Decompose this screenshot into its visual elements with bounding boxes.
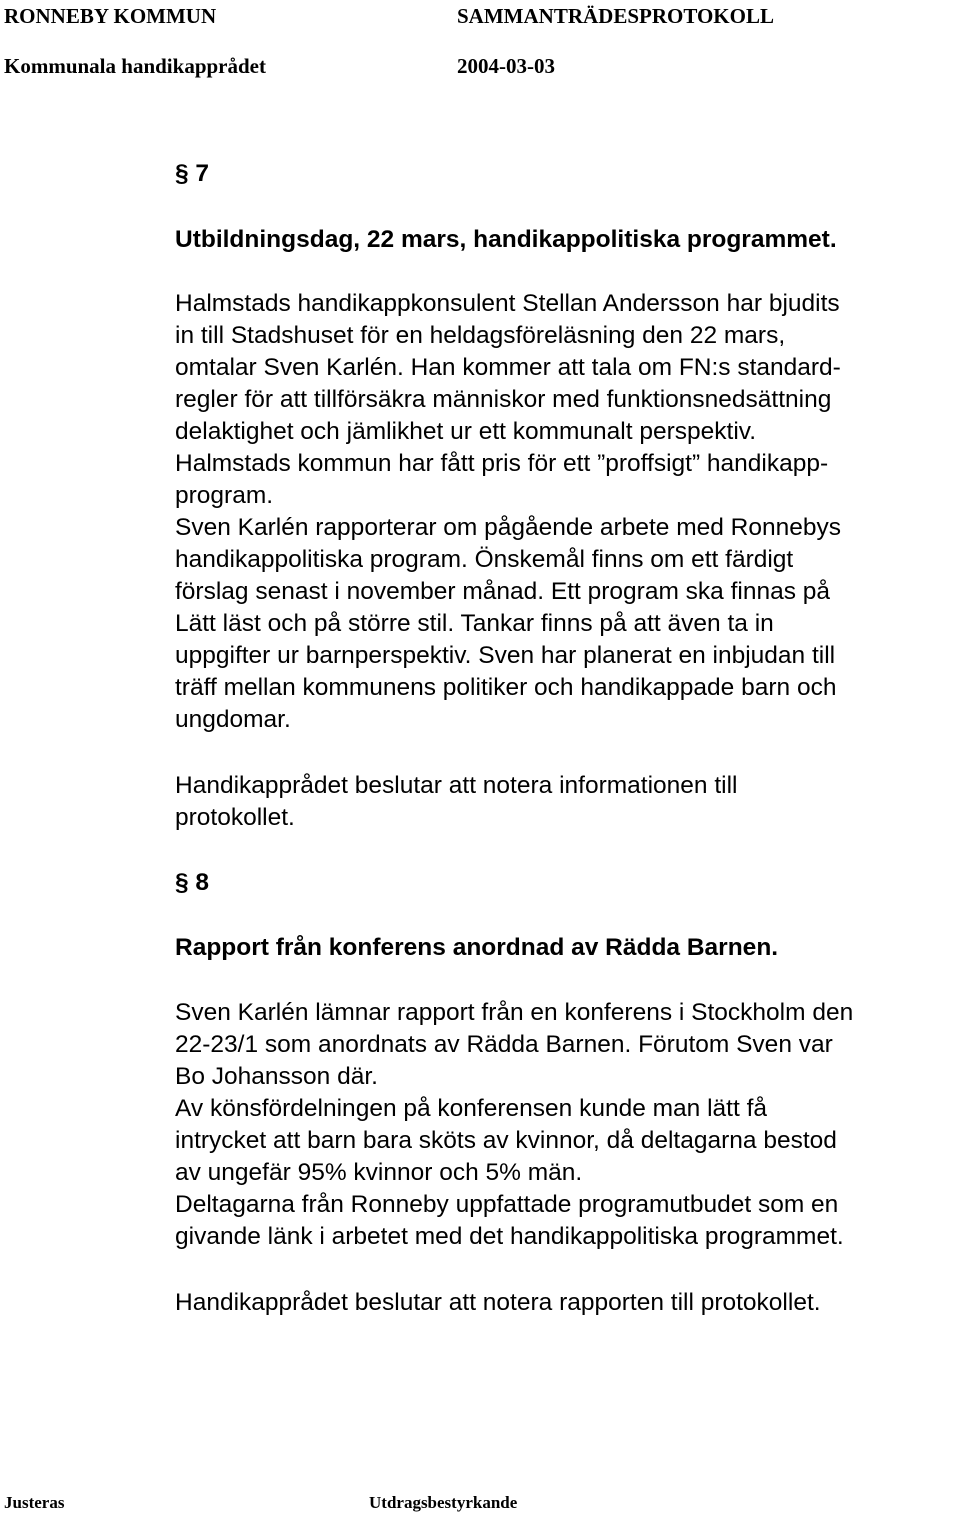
- text-line: Sven Karlén rapporterar om pågående arbete med Ronnebys: [175, 514, 841, 541]
- section-number: § 7: [175, 160, 210, 187]
- section-decision: [175, 770, 945, 834]
- section-body: [175, 997, 945, 1253]
- text-line: Halmstads kommun har fått pris för ett ”proffsigt” handikapp-: [175, 450, 829, 477]
- text-line: protokollet.: [175, 804, 295, 831]
- text-line: förslag senast i november månad. Ett program ska finnas på: [175, 578, 831, 605]
- section-body: [175, 288, 945, 736]
- text-line: Handikapprådet beslutar att notera rapporten till protokollet.: [175, 1289, 821, 1316]
- footer-utdragsbestyrkande: Utdragsbestyrkande: [369, 1493, 518, 1512]
- section-number: § 8: [175, 869, 210, 896]
- text-line: träff mellan kommunens politiker och handikappade barn och: [175, 674, 837, 701]
- document-type: SAMMANTRÄDESPROTOKOLL: [457, 4, 774, 28]
- text-line: Halmstads handikappkonsulent Stellan Andersson har bjudits: [175, 290, 840, 317]
- section-title: Utbildningsdag, 22 mars, handikappolitiska programmet.: [175, 226, 837, 253]
- footer-justeras: Justeras: [4, 1493, 65, 1512]
- text-line: av ungefär 95% kvinnor och 5% män.: [175, 1159, 583, 1186]
- committee-name: Kommunala handikapprådet: [4, 54, 266, 78]
- text-line: Bo Johansson där.: [175, 1063, 378, 1090]
- meeting-date: 2004-03-03: [457, 54, 555, 78]
- text-line: ungdomar.: [175, 706, 291, 733]
- text-line: Sven Karlén lämnar rapport från en konferens i Stockholm den: [175, 999, 854, 1026]
- text-line: handikappolitiska program. Önskemål finns om ett färdigt: [175, 546, 794, 573]
- section-decision: [175, 1287, 945, 1319]
- text-line: omtalar Sven Karlén. Han kommer att tala om FN:s standard-: [175, 354, 841, 381]
- text-line: Handikapprådet beslutar att notera informationen till: [175, 772, 738, 799]
- section-title: Rapport från konferens anordnad av Rädda Barnen.: [175, 934, 779, 961]
- text-line: Av könsfördelningen på konferensen kunde man lätt få: [175, 1095, 768, 1122]
- text-line: intrycket att barn bara sköts av kvinnor, då deltagarna bestod: [175, 1127, 837, 1154]
- text-line: regler för att tillförsäkra människor med funktionsnedsättning: [175, 386, 832, 413]
- org-name: RONNEBY KOMMUN: [4, 4, 217, 28]
- text-line: givande länk i arbetet med det handikappolitiska programmet.: [175, 1223, 844, 1250]
- text-line: 22-23/1 som anordnats av Rädda Barnen. Förutom Sven var: [175, 1031, 833, 1058]
- text-line: Deltagarna från Ronneby uppfattade programutbudet som en: [175, 1191, 839, 1218]
- text-line: delaktighet och jämlikhet ur ett kommunalt perspektiv.: [175, 418, 757, 445]
- text-line: in till Stadshuset för en heldagsföreläsning den 22 mars,: [175, 322, 786, 349]
- text-line: Lätt läst och på större stil. Tankar finns på att även ta in: [175, 610, 774, 637]
- text-line: uppgifter ur barnperspektiv. Sven har planerat en inbjudan till: [175, 642, 836, 669]
- text-line: program.: [175, 482, 274, 509]
